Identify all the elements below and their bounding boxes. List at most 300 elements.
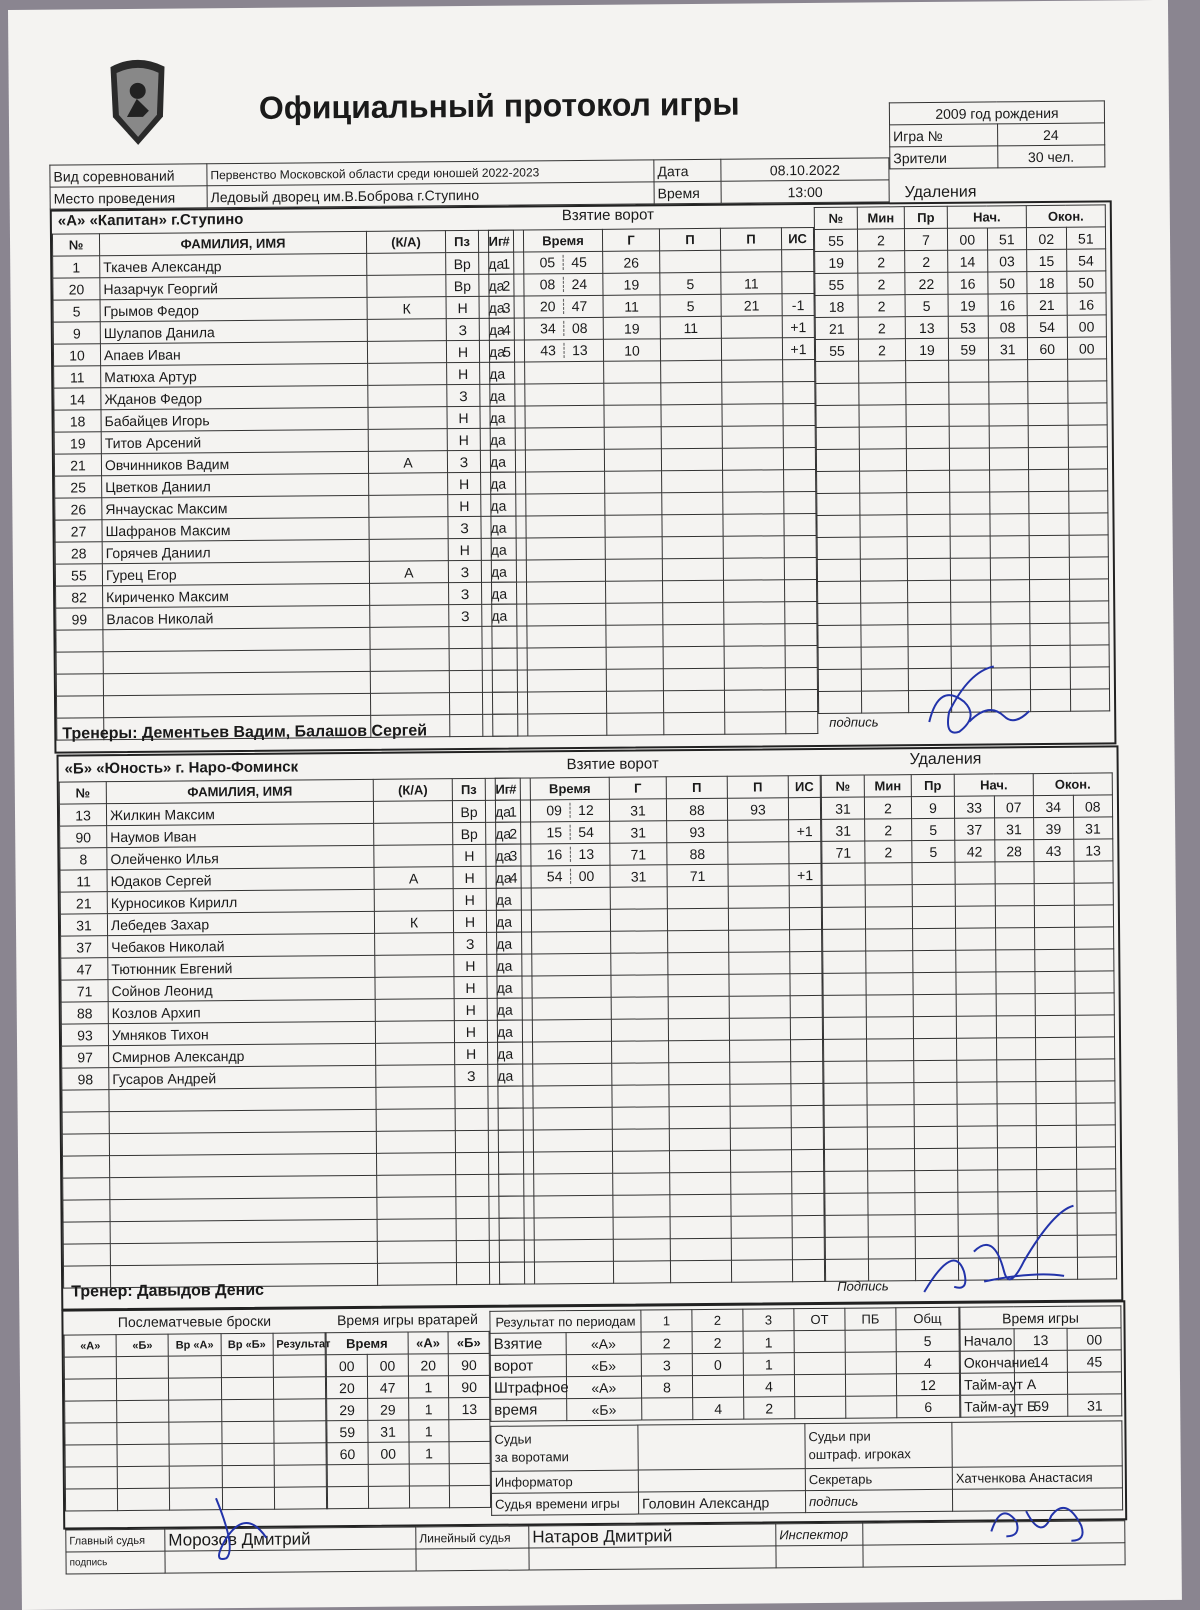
shootout-cell xyxy=(221,1421,273,1443)
pen-minutes xyxy=(859,427,906,449)
time-separator: ┊ xyxy=(555,320,572,337)
goal-situation xyxy=(790,973,822,995)
goal-row xyxy=(490,403,815,428)
pen-end-sec: 08 xyxy=(1073,795,1113,817)
goal-situation xyxy=(790,929,822,951)
goal-assist-2 xyxy=(724,580,785,603)
goal-second: 47 xyxy=(571,297,588,315)
goal-scorer: 31 xyxy=(610,821,667,843)
col-pen-start: Нач. xyxy=(954,774,1033,797)
goal-assist-1: 5 xyxy=(660,294,721,317)
goal-time xyxy=(526,493,605,516)
penalty-row xyxy=(815,271,1106,296)
gk-team-b: 13 xyxy=(449,1397,490,1419)
player-role xyxy=(367,341,446,364)
shootout-header xyxy=(64,1333,325,1357)
player-role xyxy=(368,363,447,386)
pen-player xyxy=(818,691,861,713)
gk-second xyxy=(368,1486,409,1508)
comp-value: Первенство Московской области среди юношей 2022-2023 xyxy=(207,160,654,186)
goal-situation xyxy=(784,557,816,579)
goal-row xyxy=(497,1017,822,1042)
player-number: 25 xyxy=(55,476,102,498)
pen-start-min xyxy=(957,1082,997,1104)
col-pen-end: Окон. xyxy=(1026,205,1105,228)
pen-minutes xyxy=(867,1149,914,1171)
goal-scorer xyxy=(606,603,663,625)
goal-num xyxy=(497,932,532,954)
game-no: 24 xyxy=(997,123,1105,146)
pen-player xyxy=(824,1127,867,1149)
pen-end-min xyxy=(1035,927,1075,949)
player-number: 27 xyxy=(55,520,102,542)
pen-end-sec: 00 xyxy=(1067,315,1107,337)
goal-time xyxy=(532,1019,611,1042)
team-b-signature-icon xyxy=(913,1201,1084,1302)
penalty-row xyxy=(822,817,1113,842)
goal-num xyxy=(497,954,532,976)
goal-time xyxy=(526,559,605,582)
player-number xyxy=(63,1244,110,1266)
date-value: 08.10.2022 xyxy=(721,158,889,181)
goal-time xyxy=(525,361,604,384)
gk-col-time: Время xyxy=(326,1332,408,1355)
penalty-row xyxy=(824,1037,1115,1062)
goal-assist-1 xyxy=(661,360,722,383)
goal-second: 24 xyxy=(571,275,588,293)
pen-start-min: 14 xyxy=(948,250,988,272)
goal-situation xyxy=(783,447,815,469)
goal-scorer: 10 xyxy=(603,339,660,361)
pen-start-sec xyxy=(990,602,1030,624)
player-position xyxy=(449,648,482,670)
goal-situation xyxy=(785,579,817,601)
goal-assist-1 xyxy=(664,712,725,735)
gk-row xyxy=(327,1485,490,1508)
player-position: Вр xyxy=(446,252,479,274)
pen-start-min xyxy=(951,602,991,624)
pen-start-min xyxy=(955,906,995,928)
gametime-label: Начало xyxy=(960,1329,1014,1351)
gk-row xyxy=(327,1463,490,1486)
shootout-cell xyxy=(117,1444,169,1466)
player-role xyxy=(376,1153,455,1176)
results-value: 5 xyxy=(896,1329,959,1352)
player-name: Горячев Даниил xyxy=(102,539,369,563)
pen-end-min xyxy=(1030,623,1070,645)
pen-minutes xyxy=(865,885,912,907)
results-value xyxy=(795,1396,846,1418)
pen-end-min xyxy=(1036,1037,1076,1059)
goal-time xyxy=(527,669,606,692)
goal-num xyxy=(492,604,527,626)
goal-time xyxy=(531,843,610,866)
goal-num: 1 xyxy=(495,800,530,822)
informer-label: Информатор xyxy=(491,1470,638,1493)
goals-header xyxy=(488,227,813,252)
pen-start-min: 33 xyxy=(954,796,994,818)
comp-label: Вид соревнований xyxy=(50,164,207,187)
col-pen-num: № xyxy=(821,775,864,797)
pen-start-sec xyxy=(995,928,1035,950)
pen-reason xyxy=(908,624,951,646)
gametime-label: Тайм-аут А xyxy=(960,1373,1014,1395)
game-info-table xyxy=(889,100,1106,169)
goal-row xyxy=(497,951,822,976)
shootout-cell xyxy=(117,1378,169,1400)
col-assist-2: П xyxy=(720,228,781,251)
goal-scorer xyxy=(611,953,668,975)
goal-assist-1 xyxy=(663,690,724,713)
goal-scorer xyxy=(611,1019,668,1041)
goal-assist-2 xyxy=(731,1260,792,1283)
player-name: Назарчук Георгий xyxy=(100,275,367,299)
results-value: 0 xyxy=(692,1353,743,1375)
player-position: Н xyxy=(453,844,486,866)
goal-situation xyxy=(784,491,816,513)
pen-minutes xyxy=(866,995,913,1017)
pen-end-sec xyxy=(1068,491,1108,513)
goal-assist-1 xyxy=(668,952,729,975)
pen-reason xyxy=(906,382,949,404)
goal-situation xyxy=(792,1171,824,1193)
date-label: Дата xyxy=(654,159,721,182)
pen-player xyxy=(816,427,859,449)
goal-judges-label-1: Судьи xyxy=(494,1431,532,1447)
goal-row xyxy=(489,293,814,318)
goal-assist-2 xyxy=(728,820,789,843)
pen-minutes xyxy=(868,1193,915,1215)
pen-end-sec: 31 xyxy=(1073,817,1113,839)
results-team: «А» xyxy=(566,1332,642,1355)
player-number: 82 xyxy=(56,586,103,608)
goal-time xyxy=(527,625,606,648)
pen-end-min: 39 xyxy=(1034,817,1074,839)
pen-start-min: 53 xyxy=(948,316,988,338)
goal-time xyxy=(531,821,610,844)
pen-end-sec xyxy=(1068,425,1108,447)
goal-situation xyxy=(792,1215,824,1237)
player-number: 11 xyxy=(54,366,101,388)
results-value: 1 xyxy=(743,1331,794,1353)
gk-team-a xyxy=(409,1464,450,1486)
goal-assist-2: 93 xyxy=(727,798,788,821)
player-played: да xyxy=(481,538,516,560)
goal-row xyxy=(496,819,821,844)
shootout-cell xyxy=(117,1466,169,1488)
goal-row xyxy=(497,929,822,954)
goal-assist-1 xyxy=(669,1128,730,1151)
goal-situation: +1 xyxy=(789,819,821,841)
goal-scorer xyxy=(604,405,661,427)
player-name: Кириченко Максим xyxy=(103,583,370,607)
player-position: З xyxy=(448,516,481,538)
player-number xyxy=(63,1222,110,1244)
player-role xyxy=(370,583,449,606)
goal-assist-2 xyxy=(730,1106,791,1129)
goal-row xyxy=(498,1039,823,1064)
goal-assist-2 xyxy=(722,404,783,427)
col-ka: (К/А) xyxy=(366,231,445,254)
results-value: 4 xyxy=(743,1375,794,1397)
goal-assist-1 xyxy=(662,558,723,581)
player-role: А xyxy=(374,867,453,890)
goal-assist-1 xyxy=(669,1106,730,1129)
goal-assist-1 xyxy=(661,382,722,405)
col-goal-num: # xyxy=(488,230,523,252)
player-name: Гурец Егор xyxy=(102,561,369,585)
team-a-sign-label: подпись xyxy=(829,714,879,730)
pen-header xyxy=(821,773,1112,798)
goal-assist-1 xyxy=(661,448,722,471)
player-role xyxy=(368,407,447,430)
player-played: да xyxy=(481,516,516,538)
goal-num xyxy=(499,1218,534,1240)
goal-scorer xyxy=(606,669,663,691)
goal-situation: +1 xyxy=(789,863,821,885)
pen-end-min xyxy=(1034,883,1074,905)
pen-minutes xyxy=(867,1061,914,1083)
goal-situation xyxy=(791,1149,823,1171)
gk-row xyxy=(326,1353,489,1376)
shootout-col: Вр «Б» xyxy=(221,1333,273,1355)
goal-situation: -1 xyxy=(782,293,814,315)
pen-end-min: 15 xyxy=(1027,249,1067,271)
goal-second: 08 xyxy=(571,319,588,337)
goal-time xyxy=(527,647,606,670)
player-position xyxy=(455,1086,488,1108)
penalty-row xyxy=(824,1059,1115,1084)
goal-num xyxy=(492,692,527,714)
player-position xyxy=(455,1152,488,1174)
birth-year: 2009 год рождения xyxy=(889,101,1104,125)
pen-end-min xyxy=(1034,861,1074,883)
time-value: 13:00 xyxy=(721,180,889,203)
gk-team-a xyxy=(409,1486,450,1508)
goal-second: 13 xyxy=(572,341,588,359)
goal-scorer xyxy=(610,909,667,931)
results-value xyxy=(845,1330,896,1352)
shootout-cell xyxy=(273,1377,325,1399)
pen-player xyxy=(817,559,860,581)
goal-time xyxy=(530,799,609,822)
pen-minutes xyxy=(867,1127,914,1149)
penalty-row xyxy=(816,425,1107,450)
pen-reason xyxy=(913,950,956,972)
shootout-col: «Б» xyxy=(116,1334,168,1356)
gametime-minute: 45 xyxy=(1068,1350,1122,1372)
gk-minute xyxy=(327,1464,368,1486)
player-played: да xyxy=(486,910,521,932)
results-value xyxy=(845,1374,896,1396)
results-col: 2 xyxy=(692,1309,743,1331)
gametime-header xyxy=(960,1306,1121,1329)
goal-row xyxy=(498,1061,823,1086)
goal-num xyxy=(491,516,526,538)
gk-team-b xyxy=(449,1441,490,1463)
goal-scorer xyxy=(604,427,661,449)
goal-assist-1 xyxy=(663,602,724,625)
player-played: да xyxy=(487,998,522,1020)
team-a-penalties xyxy=(814,204,1110,714)
goal-row xyxy=(491,469,816,494)
venue-value: Ледовый дворец им.В.Боброва г.Ступино xyxy=(207,182,654,208)
pen-minutes xyxy=(861,603,908,625)
goal-row xyxy=(491,491,816,516)
player-position: Вр xyxy=(446,274,479,296)
results-value xyxy=(794,1330,845,1352)
pen-start-sec xyxy=(996,1038,1036,1060)
goal-num xyxy=(492,626,527,648)
player-role xyxy=(375,933,454,956)
shootout-cell xyxy=(221,1355,273,1377)
pen-reason xyxy=(912,906,955,928)
goal-scorer xyxy=(605,559,662,581)
goal-scorer xyxy=(606,581,663,603)
player-position: Н xyxy=(454,1020,487,1042)
shootout-cell xyxy=(65,1467,117,1489)
goal-assist-2 xyxy=(723,536,784,559)
goal-time xyxy=(533,1151,612,1174)
goal-situation xyxy=(789,841,821,863)
pen-start-min xyxy=(955,884,995,906)
pen-reason xyxy=(906,404,949,426)
goal-scorer xyxy=(613,1173,670,1195)
pen-player xyxy=(823,929,866,951)
pen-end-min xyxy=(1036,1125,1076,1147)
col-assist-1: П xyxy=(666,776,727,799)
goal-assist-2 xyxy=(730,1128,791,1151)
results-value: 6 xyxy=(897,1395,960,1418)
penalty-row xyxy=(815,337,1106,362)
player-name: Гусаров Андрей xyxy=(109,1065,376,1089)
pen-reason xyxy=(913,994,956,1016)
pen-minutes: 2 xyxy=(857,229,904,251)
player-number xyxy=(56,630,103,652)
player-played: да xyxy=(488,1064,523,1086)
pen-minutes xyxy=(861,691,908,713)
gk-row xyxy=(327,1441,490,1464)
player-played: да xyxy=(481,560,516,582)
goal-situation xyxy=(792,1193,824,1215)
pen-start-sec xyxy=(989,426,1029,448)
goal-assist-1 xyxy=(669,1150,730,1173)
player-number: 18 xyxy=(54,410,101,432)
player-number: 71 xyxy=(61,980,108,1002)
goal-time xyxy=(524,251,603,274)
pen-reason xyxy=(914,1082,957,1104)
time-separator: ┊ xyxy=(562,824,579,841)
goal-assist-2 xyxy=(728,886,789,909)
player-role xyxy=(376,1043,455,1066)
goal-time xyxy=(526,537,605,560)
results-col: ОТ xyxy=(794,1308,845,1330)
goal-assist-1 xyxy=(667,886,728,909)
goal-situation xyxy=(792,1259,824,1281)
player-played: да xyxy=(485,800,520,822)
goal-assist-2 xyxy=(724,668,785,691)
penalty-row xyxy=(817,491,1108,516)
goal-assist-1: 88 xyxy=(667,842,728,865)
pen-start-min xyxy=(950,536,990,558)
player-number: 37 xyxy=(61,936,108,958)
pen-start-min: 16 xyxy=(948,272,988,294)
goal-scorer xyxy=(611,997,668,1019)
pen-minutes xyxy=(859,361,906,383)
pen-player xyxy=(823,951,866,973)
spectators: 30 чел. xyxy=(997,145,1105,168)
inspector-value xyxy=(863,1521,1125,1545)
player-number: 88 xyxy=(61,1002,108,1024)
player-role xyxy=(370,671,449,694)
player-role xyxy=(375,999,454,1022)
player-number: 26 xyxy=(55,498,102,520)
pen-minutes xyxy=(859,405,906,427)
goal-scorer: 31 xyxy=(609,799,666,821)
player-number xyxy=(62,1112,109,1134)
shootout-cell xyxy=(64,1379,116,1401)
goal-scorer xyxy=(606,691,663,713)
goal-num: 2 xyxy=(489,274,524,296)
goal-row xyxy=(499,1193,824,1218)
pen-reason: 19 xyxy=(905,338,948,360)
player-position: З xyxy=(447,450,480,472)
player-name xyxy=(109,1087,376,1111)
goal-assist-2 xyxy=(722,426,783,449)
player-played: да xyxy=(481,472,516,494)
pen-start-min xyxy=(957,1038,997,1060)
pen-end-min xyxy=(1035,993,1075,1015)
main-ref-signature-icon xyxy=(196,1478,287,1569)
gk-team-a: 1 xyxy=(408,1376,449,1398)
goal-num xyxy=(491,560,526,582)
player-played: да xyxy=(479,340,514,362)
gk-row xyxy=(326,1375,489,1398)
player-number xyxy=(56,696,103,718)
player-role xyxy=(376,1065,455,1088)
goal-scorer xyxy=(604,361,661,383)
goal-assist-1 xyxy=(670,1172,731,1195)
penalty-row xyxy=(815,293,1106,318)
pen-start-min xyxy=(957,1126,997,1148)
penalty-row xyxy=(816,403,1107,428)
goal-row xyxy=(498,1105,823,1130)
shootout-cell xyxy=(221,1399,273,1421)
penalty-row xyxy=(816,381,1107,406)
goal-row xyxy=(489,315,814,340)
pen-end-sec xyxy=(1069,623,1109,645)
goal-num xyxy=(490,450,525,472)
pen-start-sec xyxy=(995,950,1035,972)
player-role xyxy=(374,889,453,912)
player-role: К xyxy=(374,911,453,934)
player-role xyxy=(377,1219,456,1242)
gametime-minute: 31 xyxy=(1068,1394,1122,1416)
player-position: З xyxy=(448,560,481,582)
goal-scorer xyxy=(612,1085,669,1107)
results-col: ПБ xyxy=(845,1308,896,1330)
pen-minutes xyxy=(868,1171,915,1193)
goal-time xyxy=(532,953,611,976)
player-number: 97 xyxy=(62,1046,109,1068)
goal-num xyxy=(499,1174,534,1196)
team-b-goals-title: Взятие ворот xyxy=(566,755,659,774)
goal-num xyxy=(490,362,525,384)
goal-assist-1 xyxy=(670,1238,731,1261)
goal-assist-1 xyxy=(667,908,728,931)
goal-situation xyxy=(792,1237,824,1259)
col-name: ФАМИЛИЯ, ИМЯ xyxy=(106,779,373,803)
